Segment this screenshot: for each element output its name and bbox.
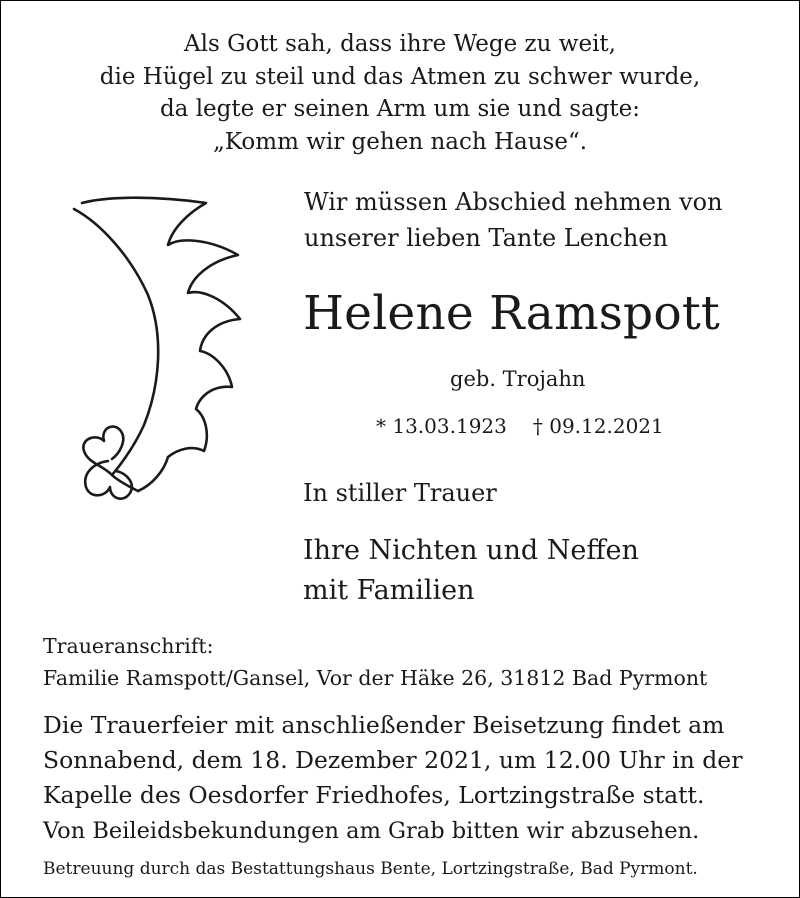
service-line: Die Trauerfeier mit anschließender Beisetzung findet am xyxy=(43,711,725,739)
address-label: Traueranschrift: xyxy=(43,634,214,658)
poem-line: die Hügel zu steil und das Atmen zu schwer wurde, xyxy=(99,63,701,90)
poem-line: Als Gott sah, dass ihre Wege zu weit, xyxy=(184,31,616,57)
intro-line: unserer lieben Tante Lenchen xyxy=(304,224,668,252)
service-line: Sonnabend, dem 18. Dezember 2021, um 12.00 Uhr in der xyxy=(43,746,743,774)
mourners-line: mit Familien xyxy=(303,575,475,606)
address-value: Familie Ramspott/Gansel, Vor der Häke 26, 31812 Bad Pyrmont xyxy=(43,666,708,690)
poem xyxy=(0,28,800,158)
poem-line: „Komm wir gehen nach Hause“. xyxy=(212,128,588,155)
deceased-name: Helene Ramspott xyxy=(303,286,721,341)
service-line: Kapelle des Oesdorfer Friedhofes, Lortzingstraße statt. xyxy=(43,781,705,809)
maiden-name: geb. Trojahn xyxy=(450,367,586,391)
mourning-heading: In stiller Trauer xyxy=(303,479,497,507)
mourners-list xyxy=(303,531,639,611)
condolence-request: Von Beileidsbekundungen am Grab bitten wir abzusehen. xyxy=(43,818,700,844)
service-info xyxy=(43,708,742,813)
intro-line: Wir müssen Abschied nehmen von xyxy=(304,188,723,216)
undertaker-credit: Betreuung durch das Bestattungshaus Bente, Lortzingstraße, Bad Pyrmont. xyxy=(43,859,698,879)
mourning-address xyxy=(43,630,707,694)
mourners-line: Ihre Nichten und Neffen xyxy=(303,535,639,566)
intro-text xyxy=(304,184,723,256)
life-dates xyxy=(376,412,664,440)
death-date: † 09.12.2021 xyxy=(532,414,664,438)
leafy-branch-icon xyxy=(60,195,250,515)
birth-date: * 13.03.1923 xyxy=(376,414,507,438)
poem-line: da legte er seinen Arm um sie und sagte: xyxy=(159,96,641,122)
